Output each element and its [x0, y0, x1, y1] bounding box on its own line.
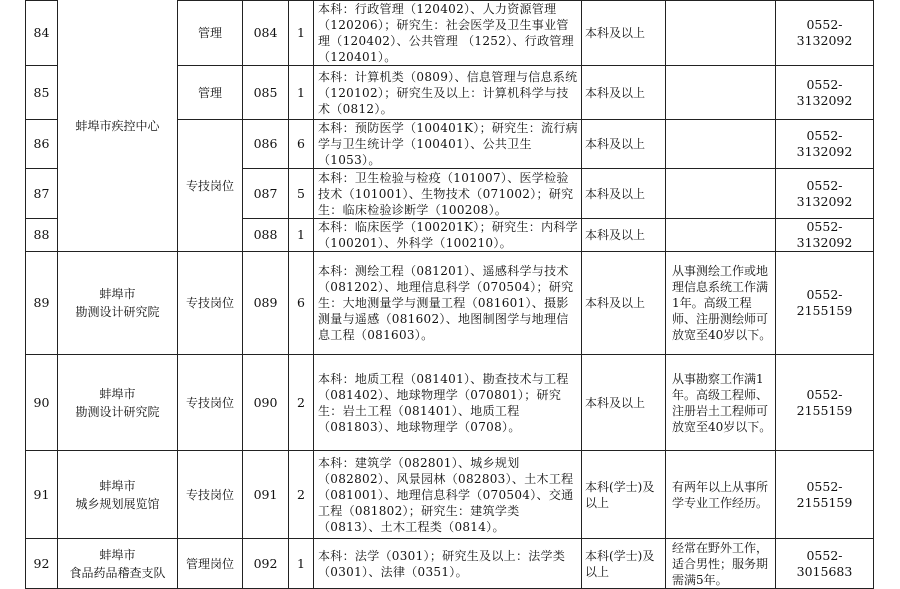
row-number: 84	[26, 1, 58, 66]
headcount: 6	[289, 120, 314, 169]
unit-name	[58, 355, 178, 451]
major-requirement: 本科：预防医学（100401K）；研究生：流行病学与卫生统计学（100401）、公共卫生（1053）。	[314, 120, 582, 169]
table-row	[26, 252, 874, 355]
position-type: 管理	[178, 1, 243, 66]
unit-name-line1: 蚌埠市	[99, 478, 136, 493]
position-code: 091	[243, 451, 289, 539]
major-requirement: 本科：法学（0301）；研究生及以上：法学类（0301）、法律（0351）。	[314, 539, 582, 589]
other-requirement	[666, 169, 776, 219]
contact-phone: 0552-3132092	[776, 1, 874, 66]
position-type: 专技岗位	[178, 355, 243, 451]
contact-phone: 0552-3132092	[776, 66, 874, 120]
headcount: 2	[289, 451, 314, 539]
row-number: 90	[26, 355, 58, 451]
major-requirement: 本科：建筑学（082801）、城乡规划（082802）、风景园林（082803）、土木工程（081001）、地理信息科学（070504）、交通工程（081802）；研究生：建筑学类（0813）、土木工程类（0814）。	[314, 451, 582, 539]
recruitment-table	[25, 0, 874, 589]
position-type: 专技岗位	[178, 120, 243, 252]
position-code: 086	[243, 120, 289, 169]
unit-name-line2: 勘测设计研究院	[75, 305, 160, 319]
table-row	[26, 355, 874, 451]
education-requirement: 本科(学士)及以上	[582, 539, 666, 589]
unit-name	[58, 451, 178, 539]
education-requirement: 本科及以上	[582, 1, 666, 66]
table-row	[26, 539, 874, 589]
contact-phone: 0552-3015683	[776, 539, 874, 589]
other-requirement: 有两年以上从事所学专业工作经历。	[666, 451, 776, 539]
contact-phone: 0552-2155159	[776, 252, 874, 355]
position-type: 管理岗位	[178, 539, 243, 589]
education-requirement: 本科及以上	[582, 120, 666, 169]
position-code: 090	[243, 355, 289, 451]
education-requirement: 本科及以上	[582, 252, 666, 355]
row-number: 92	[26, 539, 58, 589]
headcount: 1	[289, 539, 314, 589]
position-code: 092	[243, 539, 289, 589]
headcount: 5	[289, 169, 314, 219]
education-requirement: 本科及以上	[582, 355, 666, 451]
table-row	[26, 451, 874, 539]
position-code: 085	[243, 66, 289, 120]
education-requirement: 本科及以上	[582, 219, 666, 252]
position-type: 专技岗位	[178, 252, 243, 355]
unit-name	[58, 252, 178, 355]
row-number: 85	[26, 66, 58, 120]
unit-name-line1: 蚌埠市	[99, 287, 136, 301]
position-code: 087	[243, 169, 289, 219]
row-number: 86	[26, 120, 58, 169]
contact-phone: 0552-2155159	[776, 451, 874, 539]
position-code: 089	[243, 252, 289, 355]
row-number: 91	[26, 451, 58, 539]
unit-name	[58, 539, 178, 589]
headcount: 6	[289, 252, 314, 355]
unit-name-line2: 城乡规划展览馆	[75, 496, 160, 511]
other-requirement: 从事勘察工作满1年。高级工程师、注册岩土工程师可放宽至40岁以下。	[666, 355, 776, 451]
contact-phone: 0552-3132092	[776, 120, 874, 169]
major-requirement: 本科：计算机类（0809）、信息管理与信息系统（120102）；研究生及以上：计算机科学与技术（0812）。	[314, 66, 582, 120]
headcount: 1	[289, 1, 314, 66]
other-requirement: 从事测绘工作或地理信息系统工作满1年。高级工程师、注册测绘师可放宽至40岁以下。	[666, 252, 776, 355]
table-row	[26, 1, 874, 66]
contact-phone: 0552-3132092	[776, 169, 874, 219]
education-requirement: 本科及以上	[582, 169, 666, 219]
unit-name-line1: 蚌埠市	[99, 547, 136, 562]
other-requirement	[666, 1, 776, 66]
position-type: 专技岗位	[178, 451, 243, 539]
headcount: 1	[289, 219, 314, 252]
major-requirement: 本科：临床医学（100201K）；研究生：内科学（100201）、外科学（100210）。	[314, 219, 582, 252]
position-code: 084	[243, 1, 289, 66]
row-number: 89	[26, 252, 58, 355]
major-requirement: 本科：测绘工程（081201）、遥感科学与技术（081202）、地理信息科学（070504）；研究生：大地测量学与测量工程（081601）、摄影测量与遥感（081602）、地图制图学与地理信息工程（081603）。	[314, 252, 582, 355]
headcount: 1	[289, 66, 314, 120]
contact-phone: 0552-3132092	[776, 219, 874, 252]
unit-name: 蚌埠市疾控中心	[58, 1, 178, 252]
position-code: 088	[243, 219, 289, 252]
other-requirement: 经常在野外工作，适合男性；服务期需满5年。	[666, 539, 776, 589]
unit-name-line1: 蚌埠市	[99, 386, 136, 401]
headcount: 2	[289, 355, 314, 451]
other-requirement	[666, 120, 776, 169]
unit-name-line2: 食品药品稽查支队	[69, 565, 166, 580]
education-requirement: 本科(学士)及以上	[582, 451, 666, 539]
unit-name-line2: 勘测设计研究院	[75, 404, 160, 419]
education-requirement: 本科及以上	[582, 66, 666, 120]
major-requirement: 本科：行政管理（120402）、人力资源管理（120206）；研究生：社会医学及卫生事业管理（120402）、公共管理 （1252）、行政管理（120401）。	[314, 1, 582, 66]
major-requirement: 本科：地质工程（081401）、勘查技术与工程（081402）、地球物理学（070801）；研究生：岩土工程（081401）、地质工程（081803）、地球物理学（0708）。	[314, 355, 582, 451]
major-requirement: 本科：卫生检验与检疫（101007）、医学检验技术（101001）、生物技术（071002）；研究生：临床检验诊断学（100208）。	[314, 169, 582, 219]
contact-phone: 0552-2155159	[776, 355, 874, 451]
other-requirement	[666, 219, 776, 252]
position-type: 管理	[178, 66, 243, 120]
row-number: 88	[26, 219, 58, 252]
row-number: 87	[26, 169, 58, 219]
other-requirement	[666, 66, 776, 120]
